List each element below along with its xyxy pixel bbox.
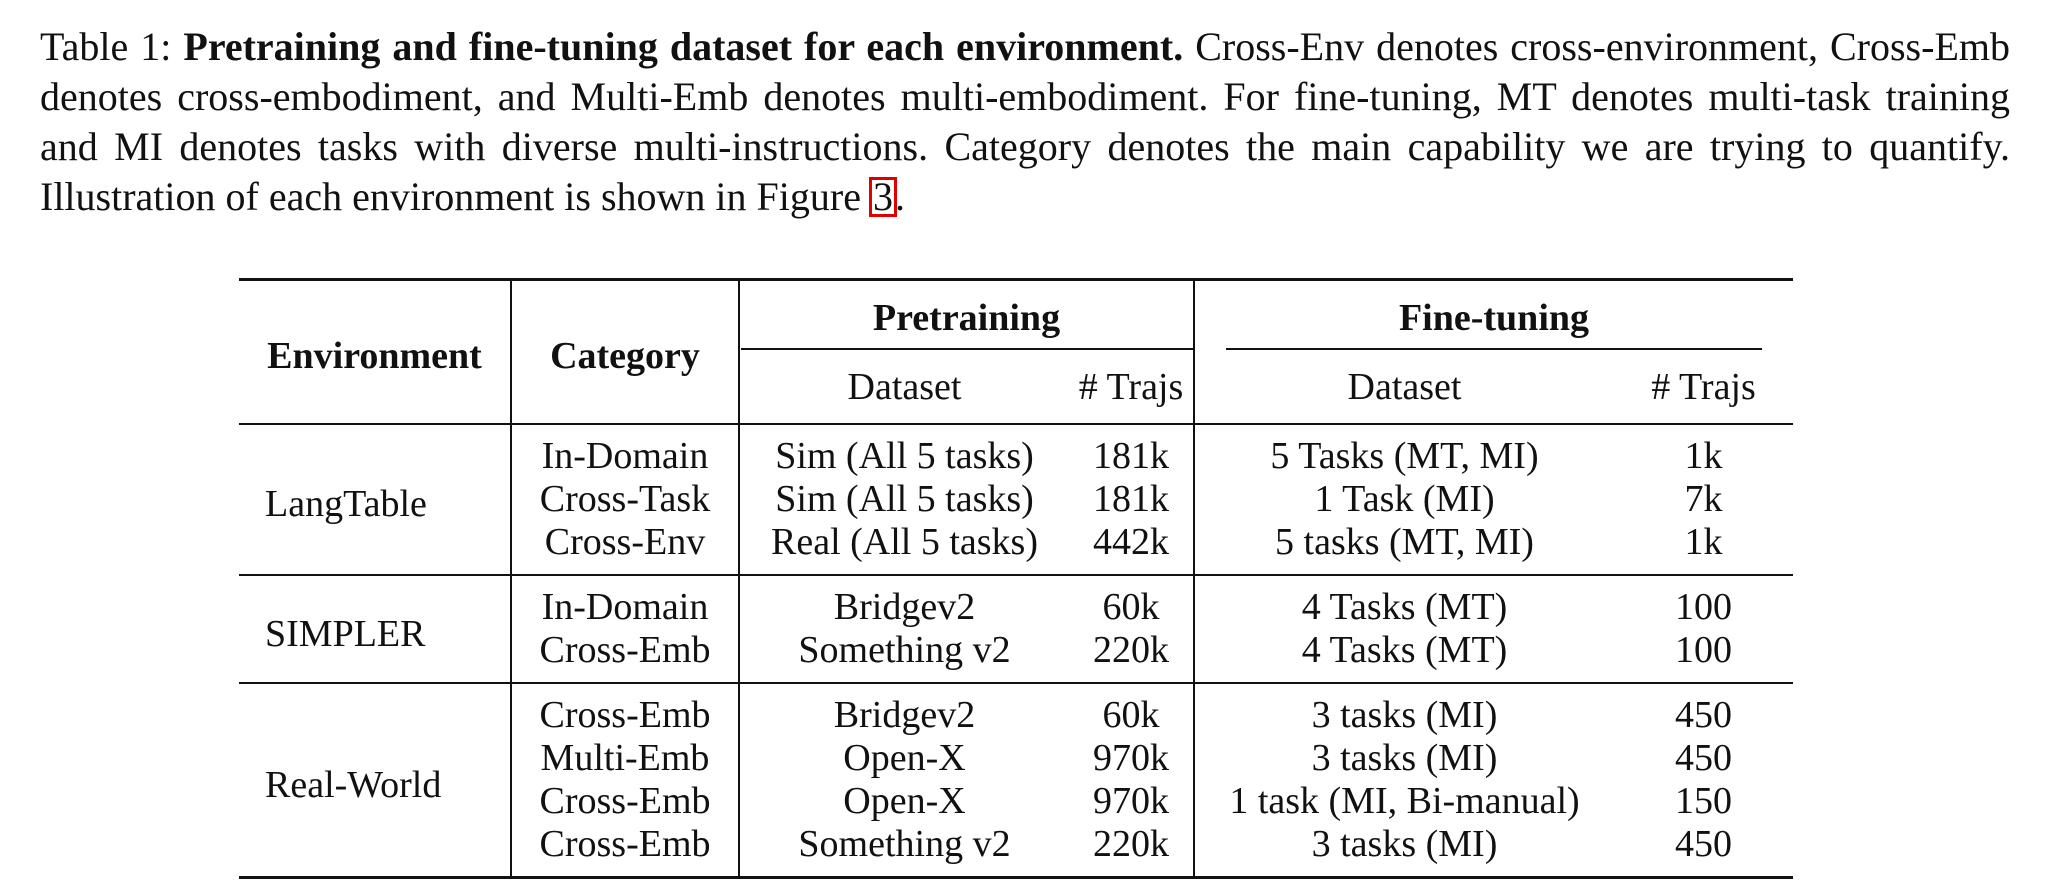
caption-end: . [894,174,905,219]
header-finetuning [1194,280,1793,358]
pre-trajs-cell: 60k [1069,683,1194,737]
header-pre-dataset: Dataset [847,366,962,408]
ft-dataset-cell: 1 task (MI, Bi-manual) [1229,780,1580,822]
ft-trajs-cell: 450 [1675,823,1732,865]
caption-body: Cross-Env denotes cross-environment, Cross-Emb denotes cross-embodiment, and Multi-Emb denotes multi-embodiment. For fine-tuning, MT denotes multi-task training and MI denotes tasks with diverse multi-instructions. Category denotes the main capability we are trying to quantify. Illustration of each environment is shown in Figure [40,24,2010,219]
category-cell: Cross-Env [511,521,739,575]
ft-trajs-cell: 150 [1675,780,1732,822]
ft-trajs-cell: 100 [1675,586,1732,628]
pre-dataset-cell: Open-X [843,780,966,822]
header-category: Category [511,280,739,425]
pre-dataset-cell: Something v2 [798,823,1011,865]
pre-dataset-cell: Bridgev2 [833,694,976,736]
figure-ref-link[interactable]: 3 [872,174,893,219]
header-pretraining [739,280,1194,358]
pre-trajs-cell: 442k [1069,521,1194,575]
table-row [239,424,1793,478]
category-cell: Cross-Emb [511,683,739,737]
category-cell: Cross-Task [511,478,739,521]
caption-prefix: Table 1: [40,24,184,69]
pre-trajs-cell: 970k [1069,737,1194,780]
ft-dataset-cell: 5 Tasks (MT, MI) [1270,435,1539,477]
env-cell: Real-World [239,683,511,878]
pre-trajs-cell: 60k [1069,575,1194,629]
pre-trajs-cell: 181k [1069,424,1194,478]
pre-trajs-cell: 220k [1069,823,1194,878]
pre-trajs-cell: 181k [1069,478,1194,521]
category-cell: Cross-Emb [511,780,739,823]
ft-dataset-cell: 3 tasks (MI) [1311,823,1498,865]
table-row [239,683,1793,737]
env-cell: LangTable [239,424,511,575]
ft-trajs-cell: 450 [1675,694,1732,736]
pre-dataset-cell: Bridgev2 [833,586,976,628]
pre-trajs-cell: 970k [1069,780,1194,823]
env-cell: SIMPLER [239,575,511,683]
ft-trajs-cell: 7k [1684,478,1723,520]
pre-dataset-cell: Something v2 [798,629,1011,671]
table-caption [40,22,2010,222]
pre-dataset-cell: Sim (All 5 tasks) [775,478,1034,520]
ft-dataset-cell: 1 Task (MI) [1314,478,1495,520]
pre-dataset-cell: Open-X [843,737,966,779]
ft-dataset-cell: 3 tasks (MI) [1311,737,1498,779]
category-cell: In-Domain [511,424,739,478]
ft-dataset-cell: 3 tasks (MI) [1311,694,1498,736]
header-environment: Environment [239,280,511,425]
header-finetuning-label: Fine-tuning [1226,296,1762,350]
header-pre-trajs: # Trajs [1069,357,1194,424]
pre-dataset-cell: Sim (All 5 tasks) [775,435,1034,477]
header-pretraining-label: Pretraining [741,296,1193,350]
pre-trajs-cell: 220k [1069,629,1194,683]
header-ft-trajs: # Trajs [1651,366,1756,408]
ft-dataset-cell: 4 Tasks (MT) [1301,586,1508,628]
ft-dataset-cell: 5 tasks (MT, MI) [1275,521,1534,563]
header-ft-dataset: Dataset [1347,366,1462,408]
pre-dataset-cell: Real (All 5 tasks) [770,521,1038,563]
ft-trajs-cell: 1k [1684,435,1723,477]
dataset-table [239,278,1793,879]
ft-trajs-cell: 1k [1684,521,1723,563]
caption-title: Pretraining and fine-tuning dataset for each environment. [183,24,1184,69]
category-cell: Multi-Emb [511,737,739,780]
category-cell: Cross-Emb [511,629,739,683]
category-cell: Cross-Emb [511,823,739,878]
table-row [239,575,1793,629]
ft-dataset-cell: 4 Tasks (MT) [1301,629,1508,671]
ft-trajs-cell: 450 [1675,737,1732,779]
ft-trajs-cell: 100 [1675,629,1732,671]
category-cell: In-Domain [511,575,739,629]
